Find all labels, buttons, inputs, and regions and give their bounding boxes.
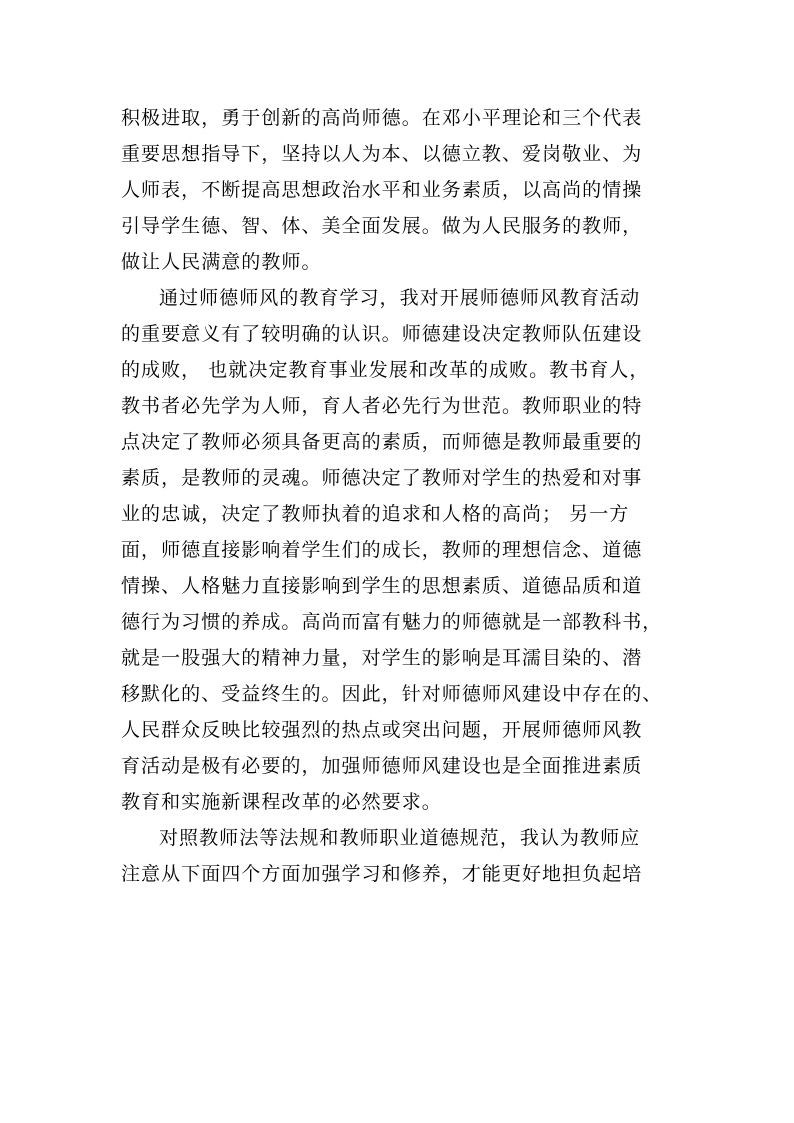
text-line: 对照教师法等法规和教师职业道德规范，我认为教师应 — [159, 827, 641, 849]
text-line: 移默化的、受益终生的。因此，针对师德师风建设中存在的、 — [121, 683, 663, 705]
text-line: 人师表，不断提高思想政治水平和业务素质，以高尚的情操 — [121, 179, 643, 201]
text-line: 素质，是教师的灵魂。师德决定了教师对学生的热爱和对事 — [121, 467, 643, 489]
text-line: 点决定了教师必须具备更高的素质，而师德是教师最重要的 — [121, 431, 643, 453]
document-body — [121, 100, 677, 892]
text-line: 引导学生德、智、体、美全面发展。做为人民服务的教师， — [121, 215, 643, 237]
text-line: 情操、人格魅力直接影响到学生的思想素质、道德品质和道 — [121, 575, 643, 597]
text-line: 教书者必先学为人师，育人者必先行为世范。教师职业的特 — [121, 395, 643, 417]
text-line: 就是一股强大的精神力量，对学生的影响是耳濡目染的、潜 — [121, 647, 643, 669]
text-line: 育活动是极有必要的，加强师德师风建设也是全面推进素质 — [121, 755, 643, 777]
text-line: 业的忠诚，决定了教师执着的追求和人格的高尚； 另一方 — [121, 503, 630, 525]
text-line: 积极进取，勇于创新的高尚师德。在邓小平理论和三个代表 — [121, 107, 643, 129]
text-line: 人民群众反映比较强烈的热点或突出问题，开展师德师风教 — [121, 719, 643, 741]
text-line: 注意从下面四个方面加强学习和修养，才能更好地担负起培 — [121, 863, 643, 885]
text-line: 通过师德师风的教育学习，我对开展师德师风教育活动 — [159, 287, 641, 309]
text-line: 教育和实施新课程改革的必然要求。 — [121, 791, 442, 813]
paragraph — [121, 820, 677, 892]
paragraph — [121, 100, 677, 280]
text-line: 面，师德直接影响着学生们的成长，教师的理想信念、道德 — [121, 539, 643, 561]
text-line: 的重要意义有了较明确的认识。师德建设决定教师队伍建设 — [121, 323, 643, 345]
text-line: 做让人民满意的教师。 — [121, 251, 322, 273]
text-line: 重要思想指导下，坚持以人为本、以德立教、爱岗敬业、为 — [121, 143, 643, 165]
text-line: 德行为习惯的养成。高尚而富有魅力的师德就是一部教科书， — [121, 611, 663, 633]
text-line: 的成败， 也就决定教育事业发展和改革的成败。教书育人， — [121, 359, 650, 381]
paragraph — [121, 280, 677, 820]
